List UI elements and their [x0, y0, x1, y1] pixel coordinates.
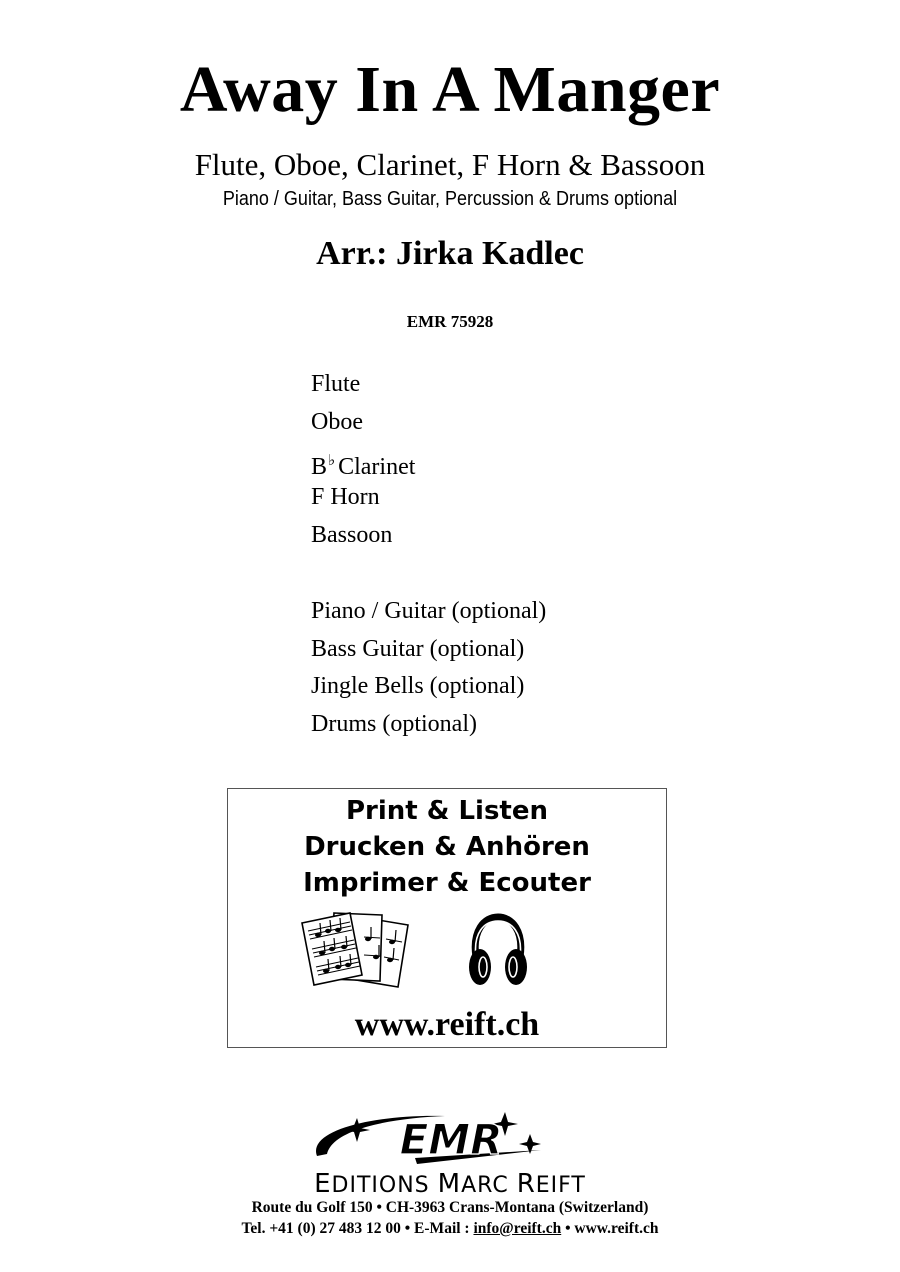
flat-symbol: ♭ — [328, 450, 336, 469]
publisher-r: R — [516, 1169, 536, 1199]
publisher-eift: EIFT — [535, 1173, 586, 1198]
instrument-clarinet — [311, 442, 546, 480]
instrument-bass: Bass Guitar (optional) — [311, 635, 525, 662]
publisher-contact — [0, 1219, 900, 1239]
instrument-piano: Piano / Guitar (optional) — [311, 597, 547, 624]
clarinet-key: B — [311, 453, 328, 480]
publisher-ditions: DITIONS — [331, 1173, 438, 1198]
promo-website[interactable]: www.reift.ch — [354, 1006, 540, 1043]
promo-line-french: Imprimer & Ecouter — [303, 868, 591, 898]
catalog-number: EMR 75928 — [406, 312, 494, 331]
publisher-name — [0, 1170, 900, 1200]
score-title: Away In A Manger — [179, 53, 721, 126]
promo-line-german: Drucken & Anhören — [304, 832, 590, 862]
publisher-m: M — [437, 1169, 462, 1199]
instrument-drums: Drums (optional) — [311, 711, 477, 738]
arranger: Arr.: Jirka Kadlec — [316, 235, 584, 272]
promo-line-english: Print & Listen — [345, 796, 549, 826]
headphones-icon — [466, 913, 530, 989]
clarinet-label: Clarinet — [338, 453, 416, 480]
instrument-flute: Flute — [311, 371, 361, 397]
emr-logo — [305, 1108, 595, 1168]
instrument-bells: Jingle Bells (optional) — [311, 673, 525, 700]
logo-text: EMR — [399, 1115, 503, 1164]
instrumentation: Flute, Oboe, Clarinet, F Horn & Bassoon — [194, 147, 706, 182]
optional-instrumentation: Piano / Guitar, Bass Guitar, Percussion & Drums optional — [222, 188, 678, 210]
contact-phone: Tel. +41 (0) 27 483 12 00 • E-Mail : — [241, 1220, 474, 1237]
instrument-list — [311, 366, 546, 744]
contact-website[interactable]: • www.reift.ch — [561, 1220, 659, 1237]
publisher-arc: ARC — [461, 1173, 517, 1198]
contact-email-link[interactable]: info@reift.ch — [473, 1220, 562, 1237]
print-listen-box — [227, 788, 667, 1048]
sheet-music-icon — [300, 909, 412, 989]
list-spacer — [311, 555, 546, 593]
instrument-oboe: Oboe — [311, 408, 363, 435]
publisher-e: E — [314, 1169, 332, 1199]
instrument-horn: F Horn — [311, 484, 380, 511]
publisher-address: Route du Golf 150 • CH-3963 Crans-Montana (Switzerland) — [251, 1199, 649, 1216]
instrument-bassoon: Bassoon — [311, 522, 393, 549]
